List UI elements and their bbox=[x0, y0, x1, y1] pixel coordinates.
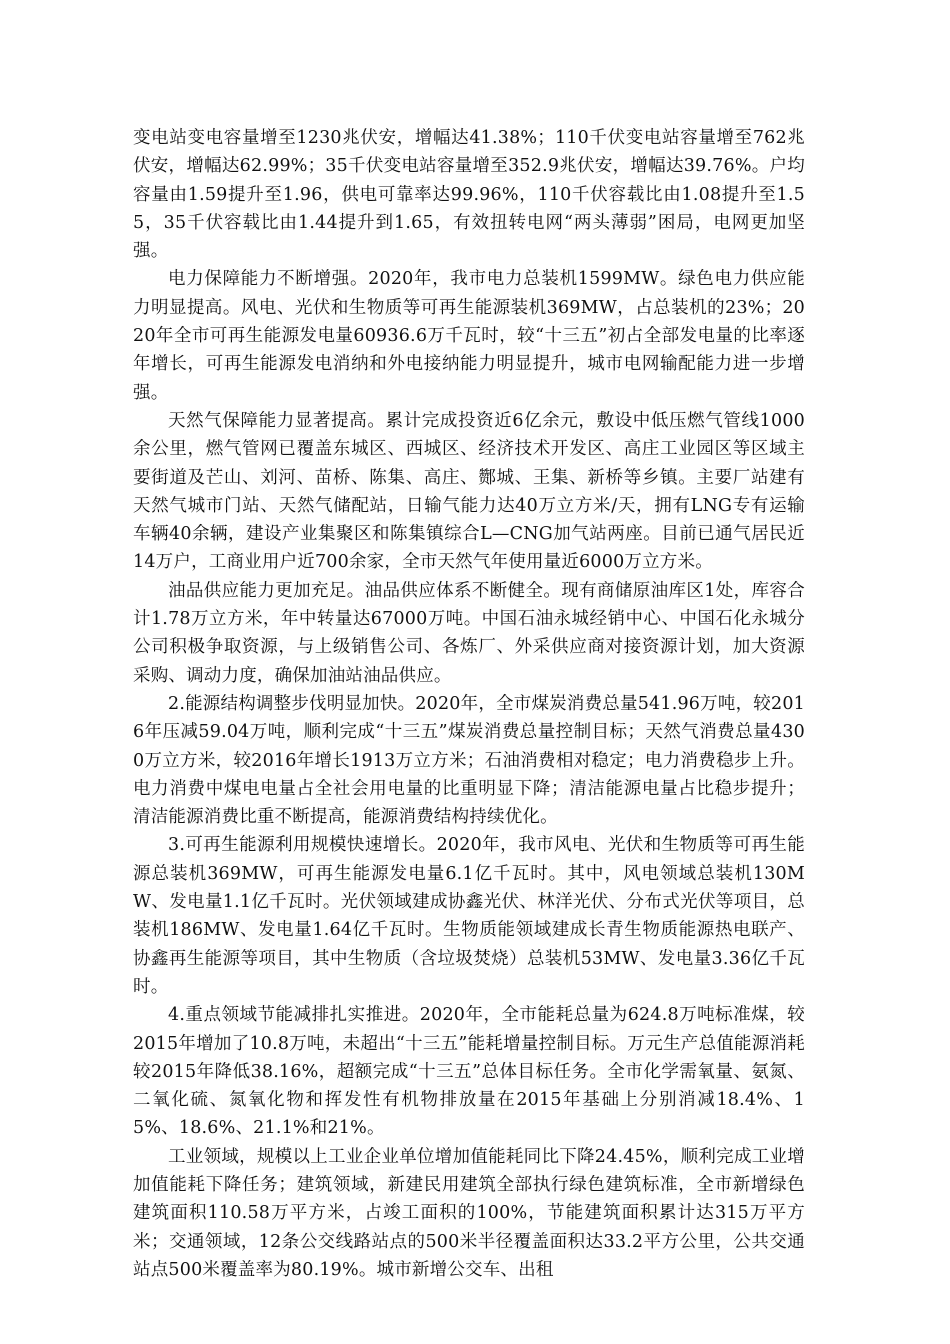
paragraph-energy-structure: 2.能源结构调整步伐明显加快。2020年，全市煤炭消费总量541.96万吨，较2016年压减59.04万吨，顺利完成“十三五”煤炭消费总量控制目标；天然气消费总量4300万立方米，较2016年增长1913万立方米；石油消费相对稳定；电力消费稳步上升。电力消费中煤电电量占全社会用电量的比重明显下降；清洁能源电量占比稳步提升；清洁能源消费比重不断提高，能源消费结构持续优化。 bbox=[133, 693, 805, 828]
paragraph-sector-efficiency: 工业领域，规模以上工业企业单位增加值能耗同比下降24.45%，顺利完成工业增加值能耗下降任务；建筑领域，新建民用建筑全部执行绿色建筑标准，全市新增绿色建筑面积110.58万平方米，占竣工面积的100%，节能建筑面积累计达315万平方米；交通领域，12条公交线路站点的500米半径覆盖面积达33.2平方公里，公共交通站点500米覆盖率为80.19%。城市新增公交车、出租 bbox=[133, 1146, 805, 1280]
paragraph-energy-saving: 4.重点领域节能减排扎实推进。2020年，全市能耗总量为624.8万吨标准煤，较2015年增加了10.8万吨，未超出“十三五”能耗增量控制目标。万元生产总值能源消耗较2015年降低38.16%，超额完成“十三五”总体目标任务。全市化学需氧量、氨氮、二氧化硫、氮氧化物和挥发性有机物排放量在2015年基础上分别消减18.4%、15%、18.6%、21.1%和21%。 bbox=[133, 1005, 805, 1139]
paragraph-oil-supply: 油品供应能力更加充足。油品供应体系不断健全。现有商储原油库区1处，库容合计1.78万立方米，年中转量达67000万吨。中国石油永城经销中心、中国石化永城分公司积极争取资源，与上级销售公司、各炼厂、外采供应商对接资源计划，加大资源采购、调动力度，确保加油站油品供应。 bbox=[133, 580, 805, 686]
paragraph-substation-capacity: 变电站变电容量增至1230兆伏安，增幅达41.38%；110千伏变电站容量增至762兆伏安，增幅达62.99%；35千伏变电站容量增至352.9兆伏安，增幅达39.76%。户均容量由1.59提升至1.96，供电可靠率达99.96%，110千伏容载比由1.08提升至1.55，35千伏容载比由1.44提升到1.65，有效扭转电网“两头薄弱”困局，电网更加坚强。 bbox=[133, 128, 805, 262]
paragraph-renewable-energy: 3.可再生能源利用规模快速增长。2020年，我市风电、光伏和生物质等可再生能源总装机369MW，可再生能源发电量6.1亿千瓦时。其中，风电领域总装机130MW、发电量1.1亿千瓦时。光伏领域建成协鑫光伏、林洋光伏、分布式光伏等项目，总装机186MW、发电量1.64亿千瓦时。生物质能领域建成长青生物质能源热电联产、协鑫再生能源等项目，其中生物质（含垃圾焚烧）总装机53MW、发电量3.36亿千瓦时。 bbox=[133, 835, 805, 997]
document-body bbox=[133, 124, 805, 1284]
paragraph-power-supply: 电力保障能力不断增强。2020年，我市电力总装机1599MW。绿色电力供应能力明显提高。风电、光伏和生物质等可再生能源装机369MW，占总装机的23%；2020年全市可再生能源发电量60936.6万千瓦时，较“十三五”初占全部发电量的比率逐年增长，可再生能源发电消纳和外电接纳能力明显提升，城市电网输配能力进一步增强。 bbox=[133, 269, 805, 403]
paragraph-natural-gas: 天然气保障能力显著提高。累计完成投资近6亿余元，敷设中低压燃气管线1000余公里，燃气管网已覆盖东城区、西城区、经济技术开发区、高庄工业园区等区域主要街道及芒山、刘河、苗桥、陈集、高庄、酂城、王集、新桥等乡镇。主要厂站建有天然气城市门站、天然气储配站，日输气能力达40万立方米/天，拥有LNG专有运输车辆40余辆，建设产业集聚区和陈集镇综合L—CNG加气站两座。目前已通气居民近14万户，工商业用户近700余家，全市天然气年使用量近6000万立方米。 bbox=[133, 410, 805, 573]
